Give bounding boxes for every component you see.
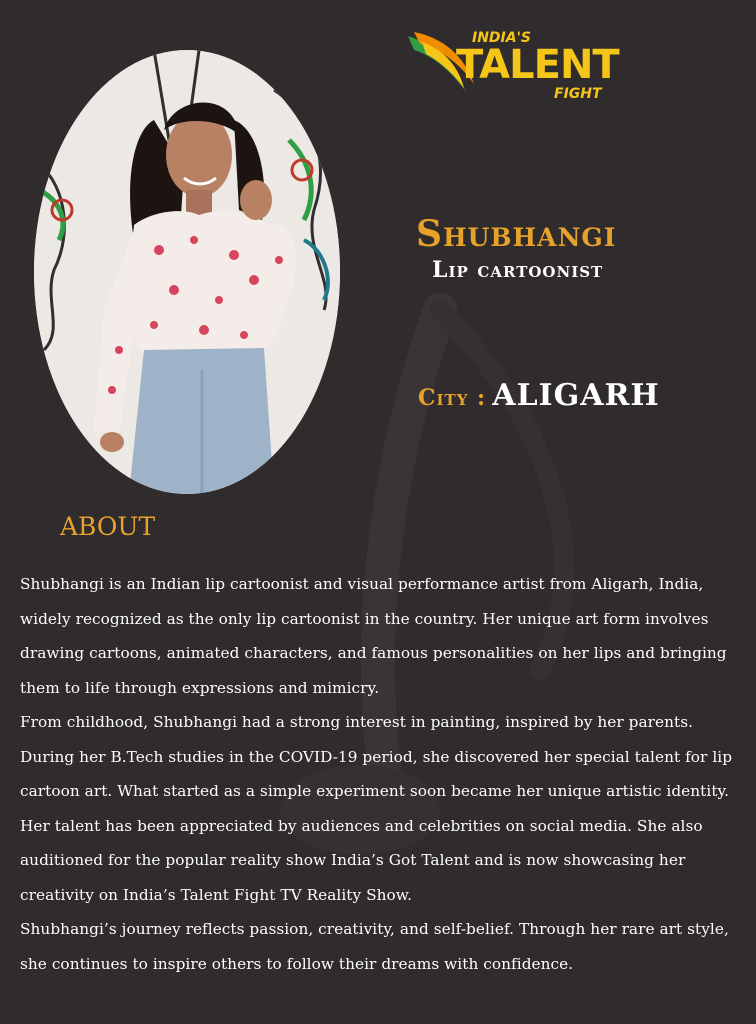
about-paragraph: Her talent has been appreciated by audiences and celebrities on social media. She also auditioned for the popular reality show India’s Got Talent and is now showcasing her creativity on India’s Talent Fight TV Reality Show. [20, 816, 703, 904]
artist-role: Lip cartoonist [432, 257, 604, 283]
logo-line-indias: INDIA'S [472, 30, 531, 46]
profile-photo [34, 50, 340, 494]
indias-talent-fight-logo [404, 26, 619, 106]
about-paragraph: Shubhangi is an Indian lip cartoonist and visual performance artist from Aligarh, India, widely recognized as the only lip cartoonist in the country. Her unique art form involves drawing cartoons, animated characters, and famous personalities on her lips and bringing them to life through expressions and mimicry. [20, 575, 727, 697]
about-text [20, 567, 742, 981]
logo-line-fight: FIGHT [554, 86, 602, 102]
about-paragraph: Shubhangi’s journey reflects passion, creativity, and self-belief. Through her rare art style, she continues to inspire others to follow their dreams with confidence. [20, 920, 729, 973]
about-paragraph: From childhood, Shubhangi had a strong interest in painting, inspired by her parents. During her B.Tech studies in the COVID-19 period, she discovered her special talent for lip cartoon art. What started as a simple experiment soon became her unique artistic identity. [20, 713, 733, 800]
city-label: City : [418, 385, 487, 411]
about-heading: ABOUT [60, 512, 156, 541]
logo-line-talent: TALENT [456, 42, 619, 88]
artist-city [418, 376, 660, 420]
artist-name: Shubhangi [416, 213, 617, 255]
portrait-illustration [34, 50, 340, 494]
city-value: ALIGARH [492, 378, 660, 413]
